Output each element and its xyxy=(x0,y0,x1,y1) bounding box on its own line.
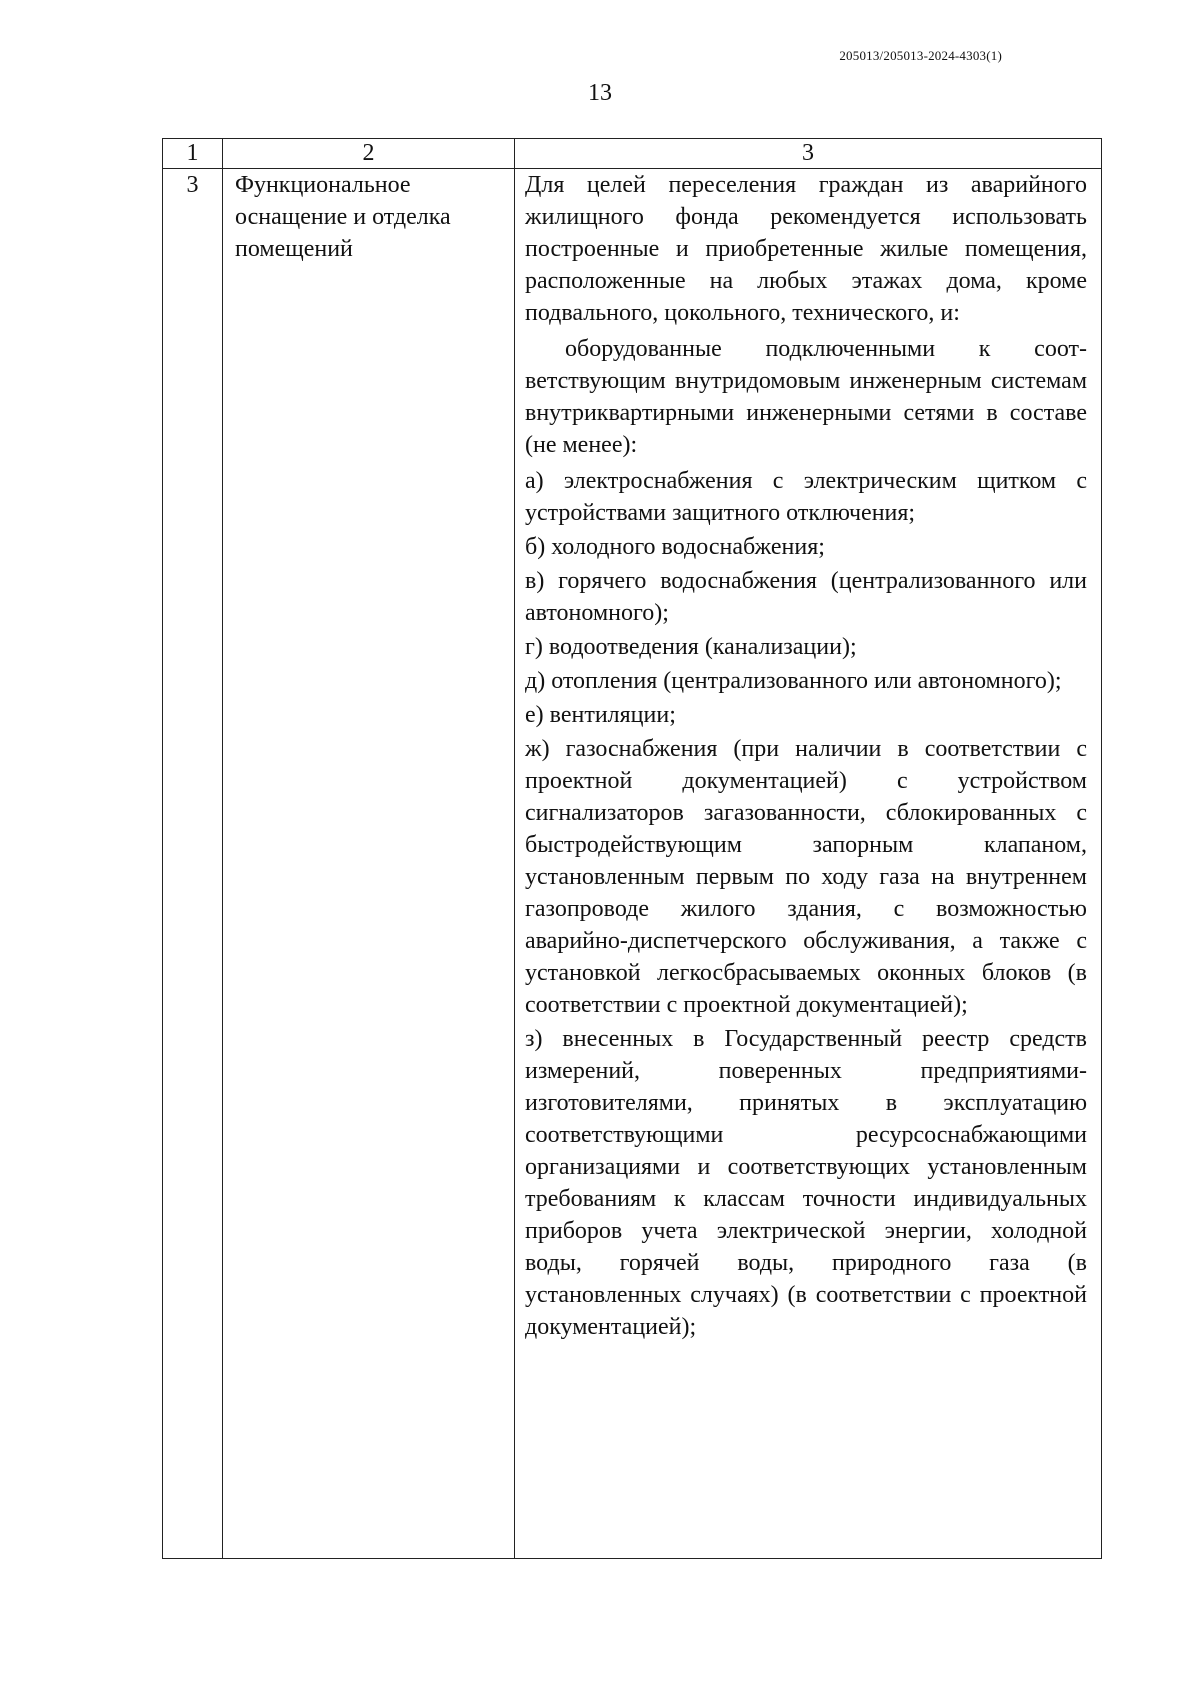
column-number-1: 1 xyxy=(163,139,223,169)
row-content xyxy=(515,169,1102,1559)
column-number-row xyxy=(163,139,1102,169)
row-name: Функциональное оснащение и отделка помещений xyxy=(223,169,515,1559)
requirements-table xyxy=(162,138,1102,1559)
list-item-v: в) горячего водоснабжения (централизованного или автономного); xyxy=(525,568,1087,626)
page-number: 13 xyxy=(588,80,612,106)
column-number-2: 2 xyxy=(223,139,515,169)
column-number-3: 3 xyxy=(515,139,1102,169)
list-item-b: б) холодного водоснабжения; xyxy=(525,534,825,560)
list-item-z: з) внесенных в Государственный реестр средств измерений, поверенных предприятиями-изготовителями, принятых в эксплуатацию соответствующими ресурсоснабжающими организациями и соответствующих установленным требованиям к классам точности индивидуальных приборов учета электрической энергии, холодной воды, горячей воды, природного газа (в установленных случаях) (в соответствии с проектной документацией); xyxy=(525,1026,1087,1340)
content-intro-paragraph: Для целей переселения граждан из аварийного жилищного фонда рекомендуется использовать построенные и приобретенные жилые помещения, расположенные на любых этажах дома, кроме подвального, цокольного, технического, и: xyxy=(525,172,1087,326)
list-item-zh: ж) газоснабжения (при наличии в соответствии с проектной документацией) с устройством сигнализаторов загазованности, сблокированных с быстродействующим запорным клапаном, установленным первым по ходу газа на внутреннем газопроводе жилого здания, с возможностью аварийно-диспетчерского обслуживания, а также с установкой легкосбрасываемых оконных блоков (в соответствии с проектной документацией); xyxy=(525,736,1087,1018)
list-item-g: г) водоотведения (канализации); xyxy=(525,634,857,660)
table-row xyxy=(163,169,1102,1559)
list-item-a: а) электроснабжения с электрическим щитком с устройствами защитного отключения; xyxy=(525,468,1087,526)
row-number: 3 xyxy=(163,169,223,1559)
document-registration-code: 205013/205013-2024-4303(1) xyxy=(839,48,1002,63)
list-item-d: д) отопления (централизованного или автономного); xyxy=(525,668,1062,694)
list-item-e: е) вентиляции; xyxy=(525,702,676,728)
content-equipment-paragraph: оборудованные подключенными к соответствующим внутридомовым инженерным системам внутриквартирными инженерными сетями в составе (не менее): xyxy=(525,336,1087,458)
